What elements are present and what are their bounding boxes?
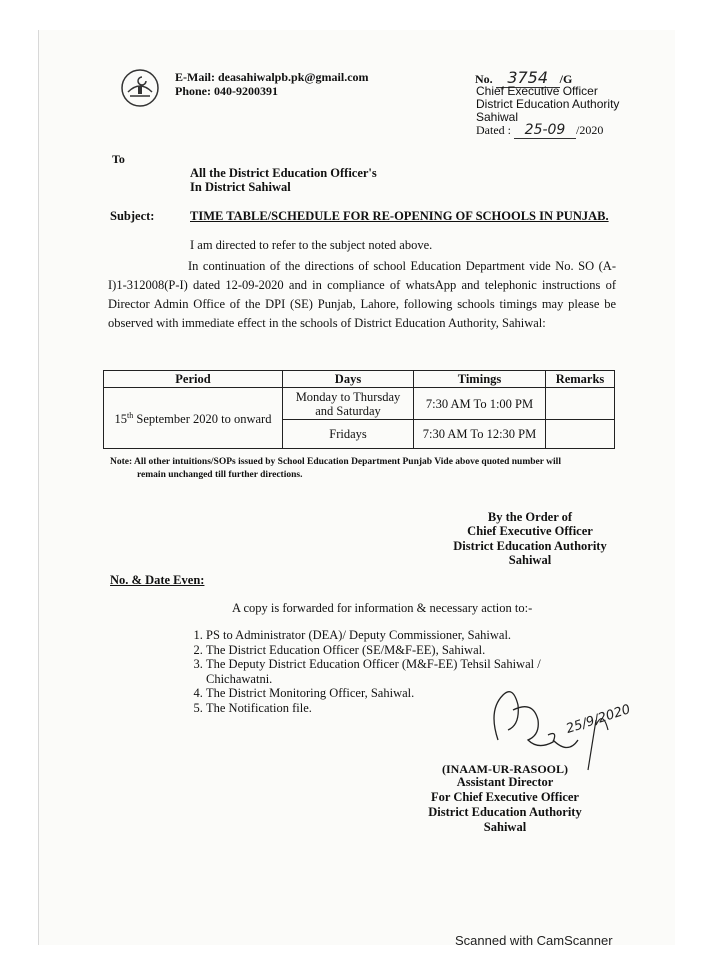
period-sup: th [127,411,134,421]
list-item: 2. The District Education Officer (SE/M&F-EE), Sahiwal. [206,643,546,658]
order-line-3: District Education Authority [453,539,607,553]
list-item: 3. The Deputy District Education Officer (M&F-EE) Tehsil Sahiwal / Chichawatni. [206,657,546,686]
number-suffix: /G [559,72,573,86]
days-cell: Monday to Thursday and Saturday [283,388,414,420]
signatory-line-3: For Chief Executive Officer [431,790,579,804]
header-remarks: Remarks [546,371,615,388]
punjab-government-logo [120,68,160,108]
signatory-line-4: District Education Authority [428,805,582,819]
addressee-line-1: All the District Education Officer's [190,166,377,180]
scanner-watermark: Scanned with CamScanner [455,933,613,948]
period-day: 15 [114,412,128,427]
order-line-4: Sahiwal [508,553,552,567]
signatory-name: (INAAM-UR-RASOOL) [442,762,568,776]
signature-date: 25/9/2020 [564,702,633,737]
forward-text: A copy is forwarded for information & necessary action to:- [232,601,533,615]
email-text: E-Mail: deasahiwalpb.pk@gmail.com [175,70,369,84]
phone-text: Phone: 040-9200391 [175,84,278,98]
timings-cell: 7:30 AM To 12:30 PM [414,420,546,449]
note-line-1: Note: All other intuitions/SOPs issued by School Education Department Punjab Vide above quoted number will [110,457,561,467]
list-item: 5. The Notification file. [206,701,546,716]
header-period: Period [104,371,283,388]
body-paragraph-1: I am directed to refer to the subject noted above. [190,238,433,252]
date-handwritten: 25-09 [514,122,576,139]
office-line-3: Sahiwal [476,110,519,124]
list-item: 4. The District Monitoring Officer, Sahiwal. [206,686,546,701]
timings-cell: 7:30 AM To 1:00 PM [414,388,546,420]
table-row [104,388,615,420]
date-prefix: Dated : [476,123,511,137]
order-line-1: By the Order of [487,510,573,524]
subject-label: Subject: [110,209,155,223]
order-line-2: Chief Executive Officer [467,524,593,538]
note-line-2: remain unchanged till further directions. [137,470,303,480]
days-cell: Fridays [283,420,414,449]
remarks-cell [546,388,615,420]
table-header-row [104,371,615,388]
timetable [103,370,615,449]
even-label: No. & Date Even: [110,573,205,587]
to-label: To [112,152,125,166]
letter-date [476,122,603,139]
body-paragraph-2: In continuation of the directions of school Education Department vide No. SO (A-I)1-312008(P-I) dated 12-09-2020 and in compliance of whatsApp and telephonic instructions of Director Admin Office of the DPI (SE) Punjab, Lahore, following schools timings may please be observed with immediate effect in the schools of District Education Authority, Sahiwal: [108,259,616,330]
list-item: 1. PS to Administrator (DEA)/ Deputy Commissioner, Sahiwal. [206,628,546,643]
remarks-cell [546,420,615,449]
number-prefix: No. [475,72,493,86]
header-days: Days [283,371,414,388]
office-line-2: District Education Authority [476,97,620,111]
office-line-1: Chief Executive Officer [476,84,598,98]
period-rest: September 2020 to onward [133,412,272,427]
addressee-line-2: In District Sahiwal [190,180,291,194]
signatory-title: Assistant Director [456,775,554,789]
subject-text: TIME TABLE/SCHEDULE FOR RE-OPENING OF SCHOOLS IN PUNJAB. [190,209,609,223]
signatory-line-5: Sahiwal [483,820,527,834]
number-handwritten: 3754 [496,68,560,88]
period-cell [104,388,283,449]
header-timings: Timings [414,371,546,388]
date-suffix: /2020 [576,123,604,137]
